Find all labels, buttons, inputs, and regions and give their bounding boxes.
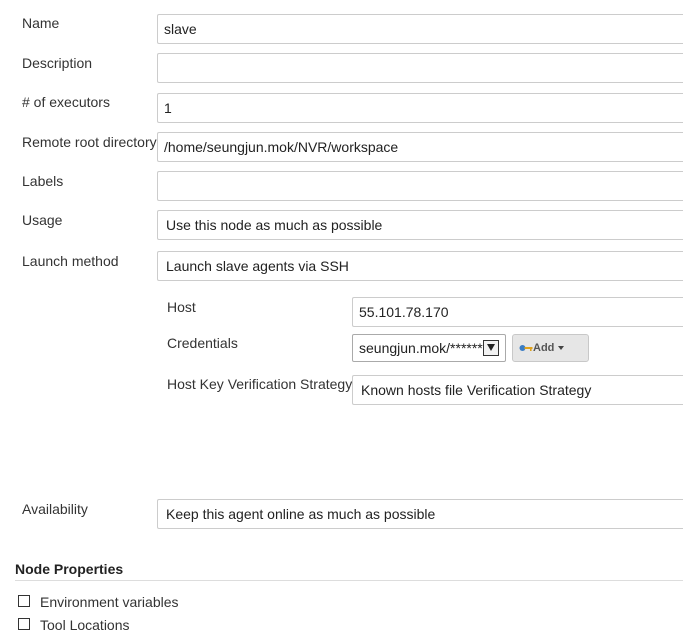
- executors-label: # of executors: [22, 94, 110, 110]
- availability-select[interactable]: Keep this agent online as much as possible: [157, 499, 683, 529]
- caret-down-icon: [558, 346, 564, 350]
- description-label: Description: [22, 55, 93, 71]
- labels-input[interactable]: [157, 171, 683, 201]
- usage-label: Usage: [22, 212, 63, 228]
- add-credentials-button[interactable]: [512, 334, 589, 362]
- credentials-value: seungjun.mok/******: [359, 340, 483, 356]
- availability-label: Availability: [22, 501, 88, 517]
- host-key-select[interactable]: Known hosts file Verification Strategy: [352, 375, 683, 405]
- add-button-label: Add: [533, 342, 555, 354]
- tool-locations-label[interactable]: Tool Locations: [40, 617, 130, 633]
- description-input[interactable]: [157, 53, 683, 83]
- host-input[interactable]: 55.101.78.170: [352, 297, 683, 327]
- remote-root-input[interactable]: /home/seungjun.mok/NVR/workspace: [157, 132, 683, 162]
- labels-label: Labels: [22, 173, 64, 189]
- launch-method-select[interactable]: Launch slave agents via SSH: [157, 251, 683, 281]
- env-vars-checkbox[interactable]: [18, 595, 30, 607]
- credentials-label: Credentials: [167, 335, 238, 351]
- section-divider: [15, 580, 683, 581]
- env-vars-label[interactable]: Environment variables: [40, 594, 179, 610]
- launch-method-label: Launch method: [22, 253, 119, 269]
- name-input[interactable]: slave: [157, 14, 683, 44]
- chevron-down-icon[interactable]: [483, 340, 499, 356]
- host-label: Host: [167, 299, 196, 315]
- node-properties-title: Node Properties: [15, 561, 124, 577]
- key-icon: [519, 344, 533, 352]
- name-label: Name: [22, 15, 60, 31]
- remote-root-label: Remote root directory: [22, 134, 157, 150]
- executors-input[interactable]: 1: [157, 93, 683, 123]
- host-key-label: Host Key Verification Strategy: [167, 376, 353, 392]
- tool-locations-checkbox[interactable]: [18, 618, 30, 630]
- usage-select[interactable]: Use this node as much as possible: [157, 210, 683, 240]
